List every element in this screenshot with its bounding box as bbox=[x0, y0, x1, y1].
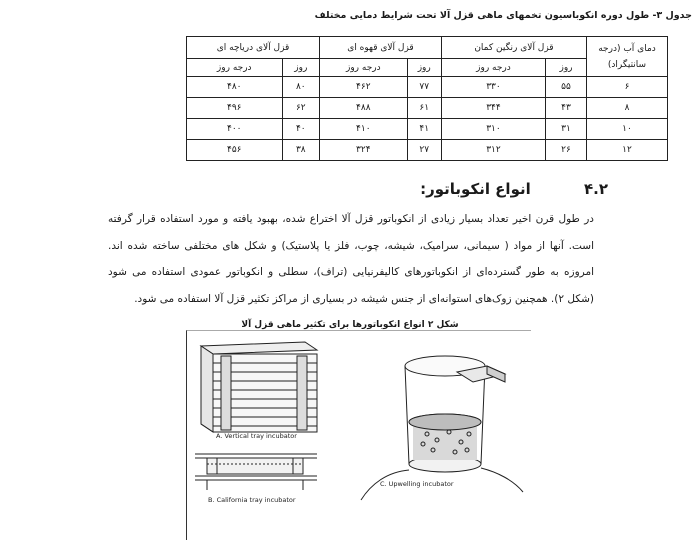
temp-cell: ۱۲ bbox=[587, 140, 668, 161]
sub-header-degree-day: درجه روز bbox=[441, 59, 545, 77]
rainbow-day-cell: ۳۱ bbox=[546, 119, 587, 140]
figure-caption: شکل ۲ انواع انکوباتورها برای تکثیر ماهی قزل آلا bbox=[241, 320, 459, 330]
brown-day-cell: ۷۷ bbox=[407, 77, 441, 98]
rainbow-degree-day-cell: ۳۴۴ bbox=[441, 98, 545, 119]
temp-cell: ۱۰ bbox=[587, 119, 668, 140]
brown-degree-day-cell: ۴۸۸ bbox=[320, 98, 407, 119]
brown-day-cell: ۶۱ bbox=[407, 98, 441, 119]
brown-degree-day-cell: ۴۶۲ bbox=[320, 77, 407, 98]
brown-degree-day-cell: ۳۲۴ bbox=[320, 140, 407, 161]
rainbow-day-cell: ۴۳ bbox=[546, 98, 587, 119]
temp-cell: ۶ bbox=[587, 77, 668, 98]
section-heading bbox=[420, 180, 608, 198]
incubation-table bbox=[186, 36, 668, 161]
section-title: انواع انکوباتور: bbox=[420, 180, 531, 198]
rainbow-degree-day-cell: ۳۱۰ bbox=[441, 119, 545, 140]
sub-header-day: روز bbox=[282, 59, 320, 77]
group-header-rainbow: قزل آلای رنگین کمان bbox=[441, 37, 586, 59]
group-header-brown: قزل آلای قهوه ای bbox=[320, 37, 442, 59]
table-row bbox=[187, 98, 668, 119]
figure-label-california: B. California tray incubator bbox=[208, 496, 296, 504]
lake-day-cell: ۶۲ bbox=[282, 98, 320, 119]
rainbow-day-cell: ۵۵ bbox=[546, 77, 587, 98]
temp-header bbox=[587, 37, 668, 77]
sub-header-degree-day: درجه روز bbox=[320, 59, 407, 77]
upwelling-incubator-drawing bbox=[361, 356, 523, 500]
figure-label-upwelling: C. Upwelling incubator bbox=[380, 480, 454, 488]
lake-day-cell: ۴۰ bbox=[282, 119, 320, 140]
brown-day-cell: ۴۱ bbox=[407, 119, 441, 140]
sub-header-day: روز bbox=[407, 59, 441, 77]
lake-degree-day-cell: ۴۸۰ bbox=[187, 77, 283, 98]
rainbow-day-cell: ۲۶ bbox=[546, 140, 587, 161]
figure-label-vertical: A. Vertical tray incubator bbox=[216, 432, 297, 440]
brown-degree-day-cell: ۴۱۰ bbox=[320, 119, 407, 140]
lake-degree-day-cell: ۴۵۶ bbox=[187, 140, 283, 161]
table-row bbox=[187, 140, 668, 161]
temp-cell: ۸ bbox=[587, 98, 668, 119]
brown-day-cell: ۲۷ bbox=[407, 140, 441, 161]
california-tray-incubator-drawing bbox=[195, 454, 317, 490]
lake-degree-day-cell: ۴۰۰ bbox=[187, 119, 283, 140]
temp-header-line2: سانتیگراد) bbox=[607, 59, 647, 70]
rainbow-degree-day-cell: ۳۱۲ bbox=[441, 140, 545, 161]
temp-header-line1: دمای آب (درجه bbox=[598, 43, 656, 54]
lake-day-cell: ۳۸ bbox=[282, 140, 320, 161]
sub-header-degree-day: درجه روز bbox=[187, 59, 283, 77]
group-header-lake: قزل آلای دریاچه ای bbox=[187, 37, 320, 59]
section-number: ۴.۲ bbox=[583, 180, 608, 198]
vertical-tray-incubator-drawing bbox=[201, 342, 317, 432]
lake-degree-day-cell: ۴۹۶ bbox=[187, 98, 283, 119]
rainbow-degree-day-cell: ۳۳۰ bbox=[441, 77, 545, 98]
sub-header-day: روز bbox=[546, 59, 587, 77]
table-caption: جدول ۳- طول دوره انکوباسیون تخمهای ماهی قزل آلا تحت شرایط دمایی مختلف bbox=[314, 10, 692, 21]
body-paragraph: در طول قرن اخیر تعداد بسیار زیادی از انکوباتور قزل آلا اختراع شده، بهبود یافته و مورد استفاده قرار گرفته است. آنها از مواد ( سیمانی، سرامیک، شیشه، چوب، فلز یا پلاستیک) و شکل های مختلفی ساخته شده اند. امروزه به طور گسترده‌ای از انکوباتورهای کالیفرنیایی (تراف)، سطلی و انکوباتور عمودی استفاده می شود (شکل ۲). همچنین زوک‌های استوانه‌ای از جنس شیشه در بسیاری از مراکز تکثیر قزل آلا استفاده می شود. bbox=[108, 213, 594, 305]
table-row bbox=[187, 119, 668, 140]
table-row bbox=[187, 77, 668, 98]
lake-day-cell: ۸۰ bbox=[282, 77, 320, 98]
